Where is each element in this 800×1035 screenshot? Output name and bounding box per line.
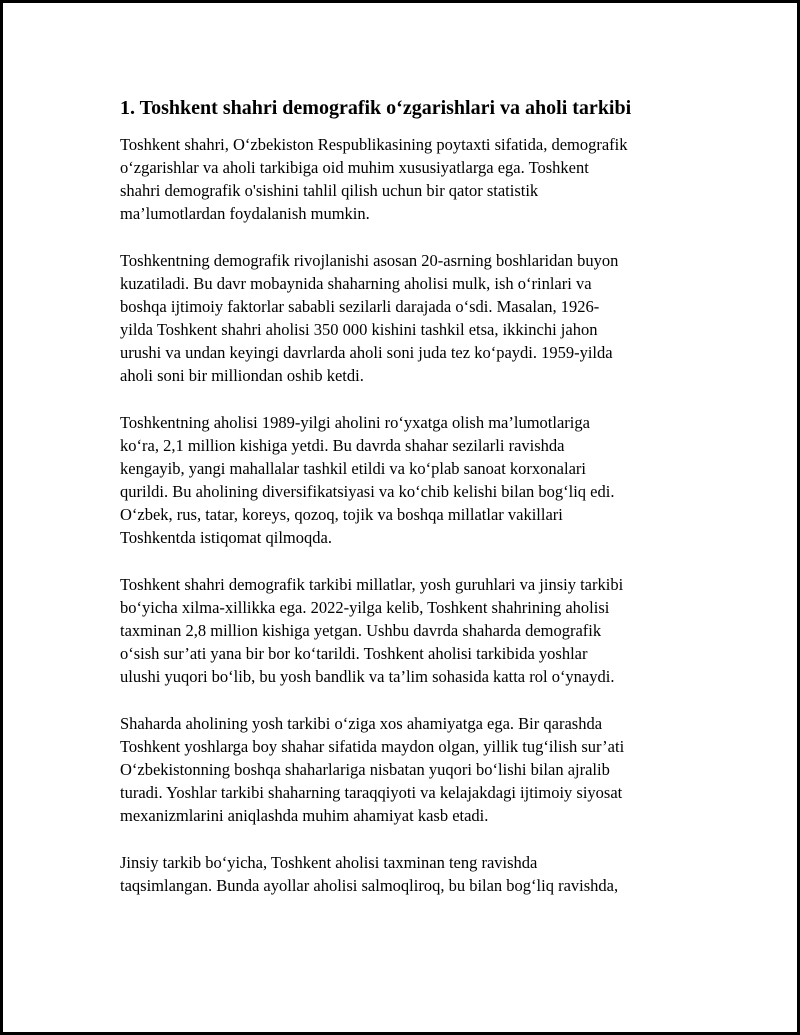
paragraph — [120, 712, 695, 827]
paragraph-list — [120, 133, 695, 897]
paragraph-line: boshqa ijtimoiy faktorlar sababli sezilarli darajada o‘sdi. Masalan, 1926- — [120, 297, 600, 316]
paragraph-line: o‘zgarishlar va aholi tarkibiga oid muhim xususiyatlarga ega. Toshkent — [120, 158, 589, 177]
paragraph-line: urushi va undan keyingi davrlarda aholi soni juda tez ko‘paydi. 1959-yilda — [120, 343, 613, 362]
paragraph-line: Toshkentda istiqomat qilmoqda. — [120, 528, 332, 547]
paragraph-line: taqsimlangan. Bunda ayollar aholisi salmoqliroq, bu bilan bog‘liq ravishda, — [120, 876, 619, 895]
paragraph-line: aholi soni bir milliondan oshib ketdi. — [120, 366, 364, 385]
paragraph-line: kengayib, yangi mahallalar tashkil etildi va ko‘plab sanoat korxonalari — [120, 459, 586, 478]
paragraph-line: ko‘ra, 2,1 million kishiga yetdi. Bu davrda shahar sezilarli ravishda — [120, 436, 565, 455]
paragraph-line: O‘zbek, rus, tatar, koreys, qozoq, tojik va boshqa millatlar vakillari — [120, 505, 563, 524]
paragraph — [120, 851, 695, 897]
paragraph-line: turadi. Yoshlar tarkibi shaharning taraqqiyoti va kelajakdagi ijtimoiy siyosat — [120, 783, 623, 802]
paragraph-line: mexanizmlarini aniqlashda muhim ahamiyat kasb etadi. — [120, 806, 489, 825]
paragraph-line: ma’lumotlardan foydalanish mumkin. — [120, 204, 370, 223]
paragraph-line: O‘zbekistonning boshqa shaharlariga nisbatan yuqori bo‘lishi bilan ajralib — [120, 760, 610, 779]
paragraph-line: taxminan 2,8 million kishiga yetgan. Ushbu davrda shaharda demografik — [120, 621, 602, 640]
paragraph-line: o‘sish sur’ati yana bir bor ko‘tarildi. Toshkent aholisi tarkibida yoshlar — [120, 644, 588, 663]
document-body — [120, 95, 695, 921]
paragraph-line: Shaharda aholining yosh tarkibi o‘ziga xos ahamiyatga ega. Bir qarashda — [120, 714, 603, 733]
paragraph-line: qurildi. Bu aholining diversifikatsiyasi va ko‘chib kelishi bilan bog‘liq edi. — [120, 482, 615, 501]
paragraph-line: Jinsiy tarkib bo‘yicha, Toshkent aholisi taxminan teng ravishda — [120, 853, 538, 872]
paragraph-line: Toshkent shahri demografik tarkibi millatlar, yosh guruhlari va jinsiy tarkibi — [120, 575, 624, 594]
paragraph-line: yilda Toshkent shahri aholisi 350 000 kishini tashkil etsa, ikkinchi jahon — [120, 320, 598, 339]
paragraph-line: bo‘yicha xilma-xillikka ega. 2022-yilga kelib, Toshkent shahrining aholisi — [120, 598, 610, 617]
paragraph-line: Toshkent yoshlarga boy shahar sifatida maydon olgan, yillik tug‘ilish sur’ati — [120, 737, 625, 756]
paragraph-line: shahri demografik o'sishini tahlil qilish uchun bir qator statistik — [120, 181, 539, 200]
paragraph — [120, 249, 695, 387]
paragraph — [120, 573, 695, 688]
paragraph-line: kuzatiladi. Bu davr mobaynida shaharning aholisi mulk, ish o‘rinlari va — [120, 274, 592, 293]
paragraph-line: ulushi yuqori bo‘lib, bu yosh bandlik va ta’lim sohasida katta rol o‘ynaydi. — [120, 667, 615, 686]
paragraph-line: Toshkentning demografik rivojlanishi asosan 20-asrning boshlaridan buyon — [120, 251, 619, 270]
paragraph-line: Toshkentning aholisi 1989-yilgi aholini ro‘yxatga olish ma’lumotlariga — [120, 413, 590, 432]
paragraph — [120, 133, 695, 225]
paragraph — [120, 411, 695, 549]
paragraph-line: Toshkent shahri, O‘zbekiston Respublikasining poytaxti sifatida, demografik — [120, 135, 628, 154]
section-heading: 1. Toshkent shahri demografik o‘zgarishlari va aholi tarkibi — [120, 97, 632, 119]
